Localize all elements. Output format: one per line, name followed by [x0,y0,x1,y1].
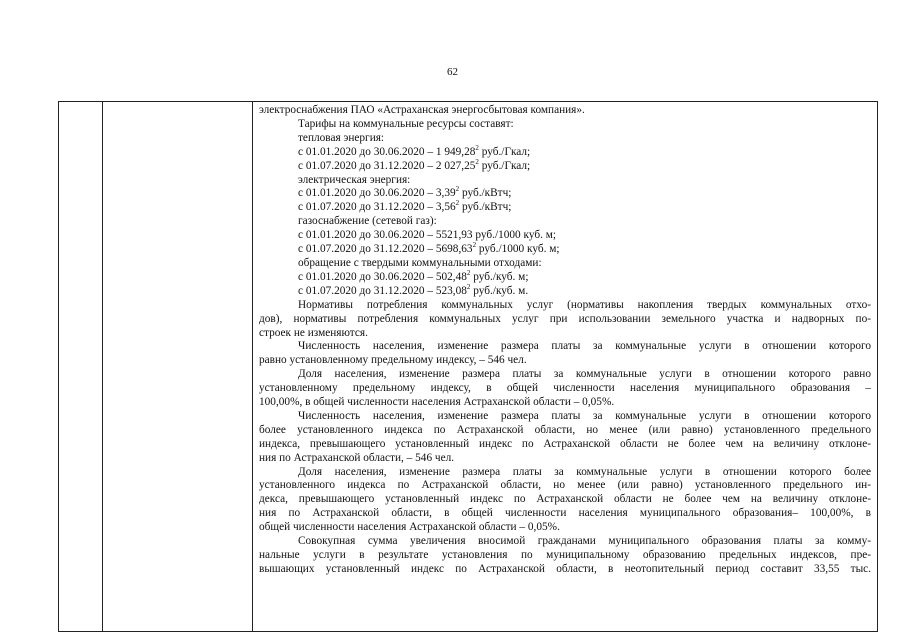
text-line [259,201,871,215]
text-line-content: Тарифы на коммунальные ресурсы составят: [298,117,514,130]
footnote-mark: 2 [475,143,479,152]
text-line-content: индекса, превышающего установленный индекс по Астраханской области не более чем на величину отклоне- [259,437,871,450]
footnote-mark: 2 [466,283,471,292]
text-line [259,271,871,285]
text-line-content: 100,00%, в общей численности населения Астраханской области – 0,05%. [259,396,615,409]
text-line [259,368,871,382]
text-line-unit: руб./Гкал; [478,159,531,172]
text-line [259,493,871,507]
table-cell-number [59,102,103,632]
footnote-mark: 2 [472,241,477,250]
text-line [259,187,871,201]
text-body [259,104,871,577]
text-line [259,132,871,146]
text-line-content: Численность населения, изменение размера платы за коммунальные услуги в отношении которого [298,409,871,422]
text-line-content: более установленного индекса по Астраханской области, но менее (или равно) установленного предельного [259,423,871,436]
text-line-content: с 01.01.2020 до 30.06.2020 – 1 949,28 [298,145,476,158]
text-line-content: Численность населения, изменение размера платы за коммунальные услуги в отношении которого [298,340,871,353]
text-line-content: электроснабжения ПАО «Астраханская энергосбытовая компания». [259,104,585,116]
text-line-unit: руб./Гкал; [478,145,531,158]
text-line-content: строек не изменяются. [259,326,368,339]
table-row [59,102,878,632]
text-line-content: обращение с твердыми коммунальными отходами: [298,256,542,269]
text-line [259,549,871,563]
text-line-content: установленному предельному индексу, в общей численности населения муниципального образования – [259,382,871,395]
text-line-content: с 01.01.2020 до 30.06.2020 – 5521,93 руб./1000 куб. м; [298,229,557,242]
footnote-mark: 2 [455,199,460,208]
text-line [259,340,871,354]
table-cell-text [253,102,878,632]
text-line-unit: руб./1000 куб. м; [476,243,560,256]
text-line-content: с 01.07.2020 до 31.12.2020 – 523,08 [298,284,467,297]
text-line [259,466,871,480]
text-line-content: общей численности населения Астраханской области – 0,05%. [259,521,560,534]
text-line-content: тепловая энергия: [298,131,385,144]
text-line [259,104,871,118]
text-line-content: с 01.07.2020 до 31.12.2020 – 5698,63 [298,243,473,256]
text-line [259,424,871,438]
text-line [259,285,871,299]
text-line [259,313,871,327]
text-line-unit: руб./куб. м. [470,284,529,297]
text-line-content: равно установленному предельному индексу, – 546 чел. [259,354,527,367]
text-line-unit: руб./кВтч; [459,187,512,200]
text-line-unit: руб./кВтч; [459,201,512,214]
document-table [58,101,878,632]
text-line-content: с 01.07.2020 до 31.12.2020 – 3,56 [298,201,456,214]
text-line [259,229,871,243]
text-line [259,438,871,452]
text-line [259,257,871,271]
text-line [259,143,871,160]
text-line [259,535,871,549]
text-line-content: с 01.01.2020 до 30.06.2020 – 3,39 [298,187,456,200]
text-line-content: с 01.07.2020 до 31.12.2020 – 2 027,25 [298,159,476,172]
text-line-content: Совокупная сумма увеличения вносимой гражданами муниципального образования платы за комму- [298,535,871,548]
text-line-content: с 01.01.2020 до 30.06.2020 – 502,48 [298,270,467,283]
footnote-mark: 2 [455,185,460,194]
text-line [259,299,871,313]
text-line-content: вышающих установленный индекс по Астраханской области, в неотопительный период составит 33,55 тыс. [259,562,871,575]
text-line-content: Доля населения, изменение размера платы за коммунальные услуги в отношении которого равно [298,368,871,381]
text-line [259,215,871,229]
text-line-content: электрическая энергия: [298,173,411,186]
text-line-unit: руб./куб. м; [470,270,529,283]
text-line [259,118,871,132]
text-line [259,452,871,466]
text-line-content: ния по Астраханской области, в общей численности населения муниципального образования– 100,00%, в [259,507,871,520]
footnote-mark: 2 [466,269,471,278]
text-line-content: Доля населения, изменение размера платы за коммунальные услуги в отношении которого более [298,465,871,478]
page-number: 62 [447,66,458,78]
text-line [259,563,871,577]
text-line-content: дов), нормативы потребления коммунальных услуг при использовании земельного участка и надворных по- [259,312,871,325]
text-line-content: Нормативы потребления коммунальных услуг (нормативы накопления твердых коммунальных отхо- [298,298,871,311]
text-line [259,157,871,174]
text-line-content: нальные услуги в результате установления по муниципальному образованию предельных индексов, пре- [259,549,871,561]
table-cell-name [103,102,253,632]
text-line [259,327,871,341]
text-line [259,382,871,396]
text-line [259,243,871,257]
text-line [259,521,871,535]
text-line [259,396,871,410]
text-line-content: декса, превышающего установленный индекс по Астраханской области не более чем на величину отклоне- [259,493,871,506]
text-line [259,410,871,424]
text-line [259,479,871,493]
footnote-mark: 2 [475,157,479,166]
text-line [259,354,871,368]
text-line [259,174,871,188]
text-line [259,507,871,521]
text-line-content: ния по Астраханской области, – 546 чел. [259,451,455,464]
text-line-content: газоснабжение (сетевой газ): [298,215,437,228]
text-line-content: установленного индекса по Астраханской области, но менее (или равно) установленного предельного ин- [259,479,871,492]
